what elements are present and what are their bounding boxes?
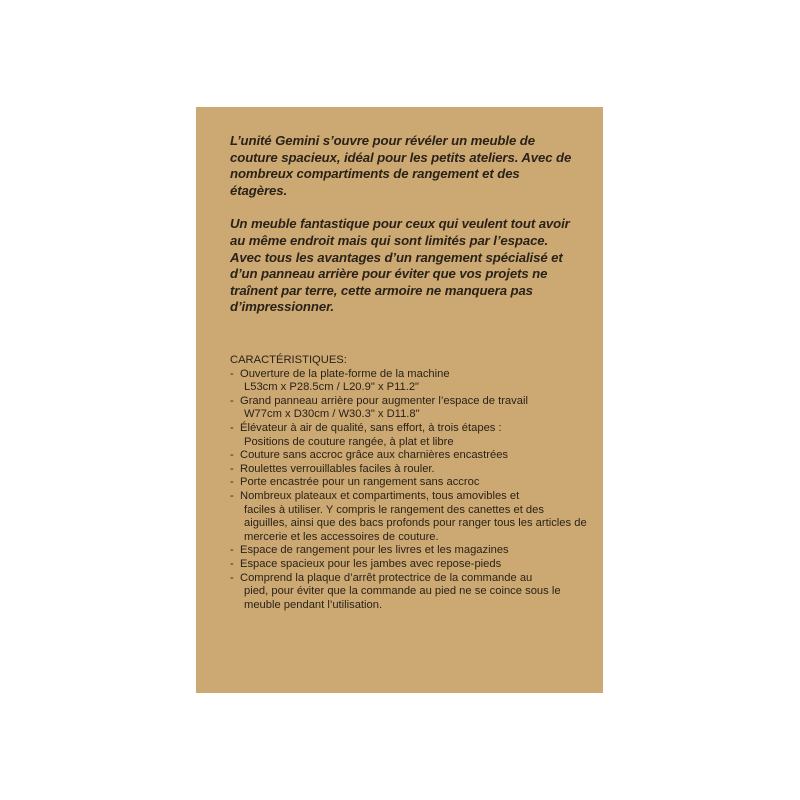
feature-text: Espace de rangement pour les livres et les magazines bbox=[240, 544, 509, 557]
feature-item bbox=[230, 544, 590, 558]
feature-text-continued: L53cm x P28.5cm / L20.9" x P11.2" bbox=[244, 381, 420, 394]
bullet-dash: - bbox=[230, 489, 234, 502]
feature-text-continued: faciles à utiliser. Y compris le rangement des canettes et des aiguilles, ainsi que des bacs profonds pour ranger tous les articles de mercerie et les accessoires de couture. bbox=[244, 503, 587, 543]
bullet-dash: - bbox=[230, 462, 234, 475]
feature-text: Élévateur à air de qualité, sans effort, à trois étapes : bbox=[240, 421, 502, 434]
bullet-dash: - bbox=[230, 557, 234, 570]
features-title: CARACTÉRISTIQUES: bbox=[230, 354, 347, 366]
bullet-dash: - bbox=[230, 476, 234, 489]
feature-item bbox=[230, 572, 590, 613]
bullet-dash: - bbox=[230, 571, 234, 584]
bullet-dash: - bbox=[230, 449, 234, 462]
feature-text: Grand panneau arrière pour augmenter l’espace de travail bbox=[240, 394, 528, 407]
features-list bbox=[230, 368, 590, 613]
feature-item bbox=[230, 449, 590, 463]
feature-item bbox=[230, 368, 590, 395]
feature-item bbox=[230, 422, 590, 449]
feature-item bbox=[230, 490, 590, 544]
feature-text: Comprend la plaque d’arrêt protectrice de la commande au bbox=[240, 571, 533, 584]
feature-text: Nombreux plateaux et compartiments, tous amovibles et bbox=[240, 489, 520, 502]
bullet-dash: - bbox=[230, 421, 234, 434]
feature-text-continued: Positions de couture rangée, à plat et libre bbox=[244, 435, 454, 448]
feature-text: Roulettes verrouillables faciles à rouler. bbox=[240, 462, 435, 475]
intro-paragraph-2: Un meuble fantastique pour ceux qui veulent tout avoir au même endroit mais qui sont limités par l’espace. Avec tous les avantages d’un rangement spécialisé et d’un panneau arrière pour éviter que vos projets ne traînent par terre, cette armoire ne manquera pas d’impressionner. bbox=[230, 216, 570, 315]
feature-text-continued: W77cm x D30cm / W30.3" x D11.8" bbox=[244, 408, 420, 421]
bullet-dash: - bbox=[230, 367, 234, 380]
feature-text: Couture sans accroc grâce aux charnières encastrées bbox=[240, 449, 509, 462]
bullet-dash: - bbox=[230, 394, 234, 407]
feature-text: Espace spacieux pour les jambes avec repose-pieds bbox=[240, 557, 502, 570]
feature-text: Porte encastrée pour un rangement sans accroc bbox=[240, 476, 480, 489]
feature-item bbox=[230, 476, 590, 490]
feature-item bbox=[230, 463, 590, 477]
bullet-dash: - bbox=[230, 544, 234, 557]
intro-paragraph-1: L’unité Gemini s’ouvre pour révéler un meuble de couture spacieux, idéal pour les petits ateliers. Avec de nombreux compartiments de rangement et des étagères. bbox=[230, 133, 572, 198]
feature-item bbox=[230, 395, 590, 422]
feature-text: Ouverture de la plate-forme de la machine bbox=[240, 367, 450, 380]
product-description-card bbox=[196, 107, 603, 693]
feature-item bbox=[230, 558, 590, 572]
features-section bbox=[230, 354, 590, 612]
feature-text-continued: pied, pour éviter que la commande au pied ne se coince sous le meuble pendant l’utilisation. bbox=[244, 585, 561, 611]
